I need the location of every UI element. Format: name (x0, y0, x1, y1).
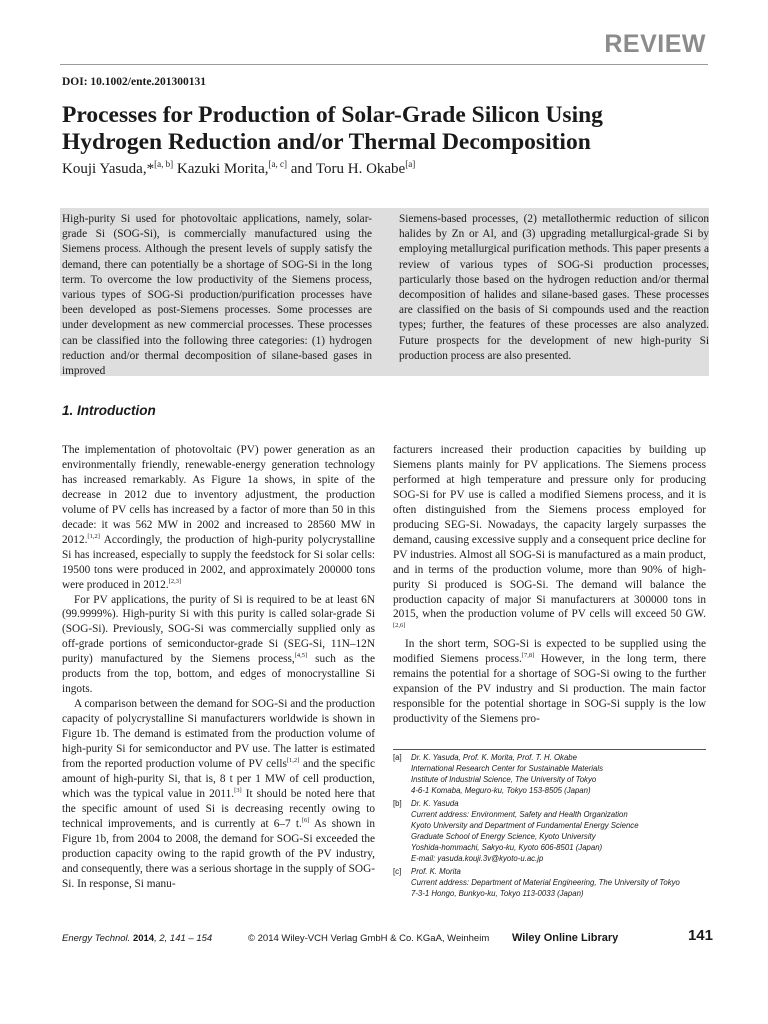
journal-year: 2014 (132, 933, 155, 944)
citation-ref[interactable]: [6] (301, 817, 310, 825)
author-name[interactable]: and Toru H. Okabe (286, 161, 406, 177)
author-list (62, 159, 415, 178)
affiliation-block (393, 753, 713, 902)
section-tag: REVIEW (604, 30, 706, 58)
affiliation-line: Current address: Department of Material Engineering, The University of Tokyo (411, 877, 680, 887)
body-column-left (62, 443, 375, 892)
abstract-column-left: High-purity Si used for photovoltaic applications, namely, solar-grade Si (SOG-Si), is commercially manufactured using the Siemens process. Although the present levels of supply satisfy the demand, there can potentially be a shortage of SOG-Si in the long term. To overcome the low productivity of the Siemens process, various types of SOG-Si production/purification processes have been developed as post-Siemens processes. Some processes are under development as new commercial processes. These processes can be classified into the following three categories: (1) hydrogen reduction and/or thermal decomposition of silane-based gases in improved (62, 213, 372, 378)
affiliation-entry (393, 867, 713, 900)
affiliation-line: Prof. K. Morita (411, 867, 461, 877)
journal-volume-pages: , 2, 141 – 154 (154, 933, 213, 944)
doi[interactable]: DOI: 10.1002/ente.201300131 (62, 76, 207, 88)
affiliation-line: Dr. K. Yasuda (411, 799, 459, 809)
paragraph-text: facturers increased their production capacities by building up Siemens plants mainly for PV applications. The Siemens process performed at high temperature and pressure only for producing SOG-Si for PV use is called a modified Siemens process, and it is often distinguished from the Siemens process employed for producing SEG-Si. Nowadays, the capacity largely surpasses the demand, causing excessive supply and a consequent price decline for PV industries. Almost all SOG-Si is manufactured as a main product, and in terms of the production volume, more than 90% of high-purity Si produced is SOG-Si. The demand will balance the production capacity of major Si manufacturers at 300000 tons in 2015, when the production volume of PV cells will exceed 50 GW. (393, 444, 706, 621)
affiliation-line: Graduate School of Energy Science, Kyoto University (411, 831, 596, 841)
author-affiliation-ref: [a, c] (268, 159, 287, 169)
author-name[interactable]: Kouji Yasuda,* (62, 161, 155, 177)
affiliation-entry (393, 799, 713, 864)
paragraph-text: The implementation of photovoltaic (PV) power generation as an environmentally friendly, renewable-energy generation technology has increased remarkably. As Figure 1a shows, in spite of the decrease in 2012 due to inventory adjustment, the production volume of PV cells has increased by a factor of more than 50 in this decade: it was 562 MW in 2002 and increased to 28560 MW in 2012. (62, 444, 375, 546)
body-column-right (393, 443, 706, 727)
citation-ref[interactable]: [2,6] (393, 622, 406, 630)
paragraph-text: Accordingly, the production of high-purity polycrystalline Si has increased, especially to supply the feedstock for Si solar cells: 19500 tons were produced in 2002, and approximately 200000 tons were produced in 2012. (62, 533, 375, 591)
journal-name: Energy Technol. (62, 933, 131, 944)
citation-ref[interactable]: [2,3] (168, 577, 182, 585)
copyright-notice: © 2014 Wiley-VCH Verlag GmbH & Co. KGaA, Weinheim (248, 933, 490, 944)
affiliation-tag: [c] (393, 867, 402, 877)
citation-ref[interactable]: [7,8] (521, 652, 535, 660)
abstract-box (60, 208, 709, 376)
header-rule (60, 64, 708, 65)
paragraph-text: However, in the long term, there remains the potential for a shortage of SOG-Si owing to the further expansion of the PV industry and Si production. The main factor responsible for the potential shortage in SOG-Si supply is the low productivity of the Siemens pro- (393, 653, 706, 726)
paragraph-text: For PV applications, the purity of Si is required to be at least 6N (99.9999%). High-purity Si with this purity is called solar-grade Si (SOG-Si). Previously, SOG-Si was commercially supplied only as off-grade portions of semiconductor-grade Si (SEG-Si, 11N–12N purity) manufactured by the Siemens process, (62, 593, 375, 666)
citation-ref[interactable]: [3] (234, 787, 242, 795)
paragraph (393, 637, 706, 727)
affiliation-line: Yoshida-hommachi, Sakyo-ku, Kyoto 606-8501 (Japan) (411, 842, 603, 852)
affiliation-line: International Research Center for Sustainable Materials (411, 763, 603, 773)
paragraph-text: It should be noted here that the specific amount of used Si is decreasing recently owing to technical improvements, and is currently at 6–7 t. (62, 787, 375, 830)
affiliation-line: Dr. K. Yasuda, Prof. K. Morita, Prof. T. H. Okabe (411, 753, 577, 762)
affiliation-line: 4-6-1 Komaba, Meguro-ku, Tokyo 153-8505 (Japan) (411, 785, 591, 795)
paragraph (62, 443, 375, 593)
paragraph-text: In the short term, SOG-Si is expected to be supplied using the modified Siemens process. (393, 638, 706, 666)
paragraph-text: and the specific amount of high-purity Si, that is, 8 t per 1 MW of cell production, which was the typical value in 2011. (62, 758, 375, 800)
paragraph (62, 697, 375, 891)
paragraph-text: As shown in Figure 1b, from 2004 to 2008, the demand for SOG-Si exceeded the production capacity owing to the rapid growth of the PV industry, and consequently, there was a serious shortage in the supply of SOG-Si. In response, Si manu- (62, 817, 375, 890)
online-library-link[interactable]: Wiley Online Library (512, 932, 619, 944)
affiliation-line: Current address: Environment, Safety and Health Organization (411, 810, 628, 820)
author-name[interactable]: Kazuki Morita, (173, 161, 269, 177)
page-number: 141 (687, 927, 713, 944)
author-affiliation-ref: [a, b] (154, 159, 174, 169)
section-heading: 1. Introduction (62, 403, 156, 418)
affiliation-line: 7-3-1 Hongo, Bunkyo-ku, Tokyo 113-0033 (Japan) (411, 888, 584, 898)
affiliation-line: Kyoto University and Department of Fundamental Energy Science (411, 820, 639, 830)
paragraph (62, 593, 375, 698)
article-title (62, 102, 722, 156)
affiliation-line: Institute of Industrial Science, The University of Tokyo (411, 774, 597, 784)
title-line: Hydrogen Reduction and/or Thermal Decomposition (62, 129, 591, 155)
paragraph-text: such as the products from the top, bottom, and edges of monocrystalline Si ingots. (62, 653, 375, 696)
citation-ref[interactable]: [1,2] (286, 757, 300, 765)
author-affiliation-ref: [a] (405, 159, 416, 169)
title-line: Processes for Production of Solar-Grade Silicon Using (62, 102, 603, 128)
paragraph (393, 443, 706, 637)
abstract-column-right: Siemens-based processes, (2) metallothermic reduction of silicon halides by Zn or Al, and (3) upgrading metallurgical-grade Si by employing metallurgical purification methods. This paper presents a review of various types of SOG-Si production processes, particularly those based on the hydrogen reduction and/or thermal decomposition of halides and silane-based gases. These processes are classified on the basis of Si compounds used and the reaction types; further, the features of these processes are also analyzed. Future prospects for the development of new high-purity Si production process are also presented. (399, 213, 709, 362)
affiliation-tag: [b] (393, 799, 402, 809)
affiliation-rule (393, 749, 706, 750)
affiliation-email[interactable]: E-mail: yasuda.kouji.3v@kyoto-u.ac.jp (411, 853, 544, 863)
affiliation-entry (393, 753, 713, 797)
affiliation-tag: [a] (393, 753, 402, 762)
citation-ref[interactable]: [4,5] (294, 652, 308, 660)
citation-ref[interactable]: [1,2] (87, 532, 100, 540)
paragraph-text: A comparison between the demand for SOG-Si and the production capacity of polycrystalline Si manufacturers worldwide is shown in Figure 1b. The demand is estimated from the production volume of high-purity Si for semiconductor and PV use. The latter is estimated from the reported production volume of PV cells (62, 698, 375, 771)
journal-citation (62, 933, 212, 944)
